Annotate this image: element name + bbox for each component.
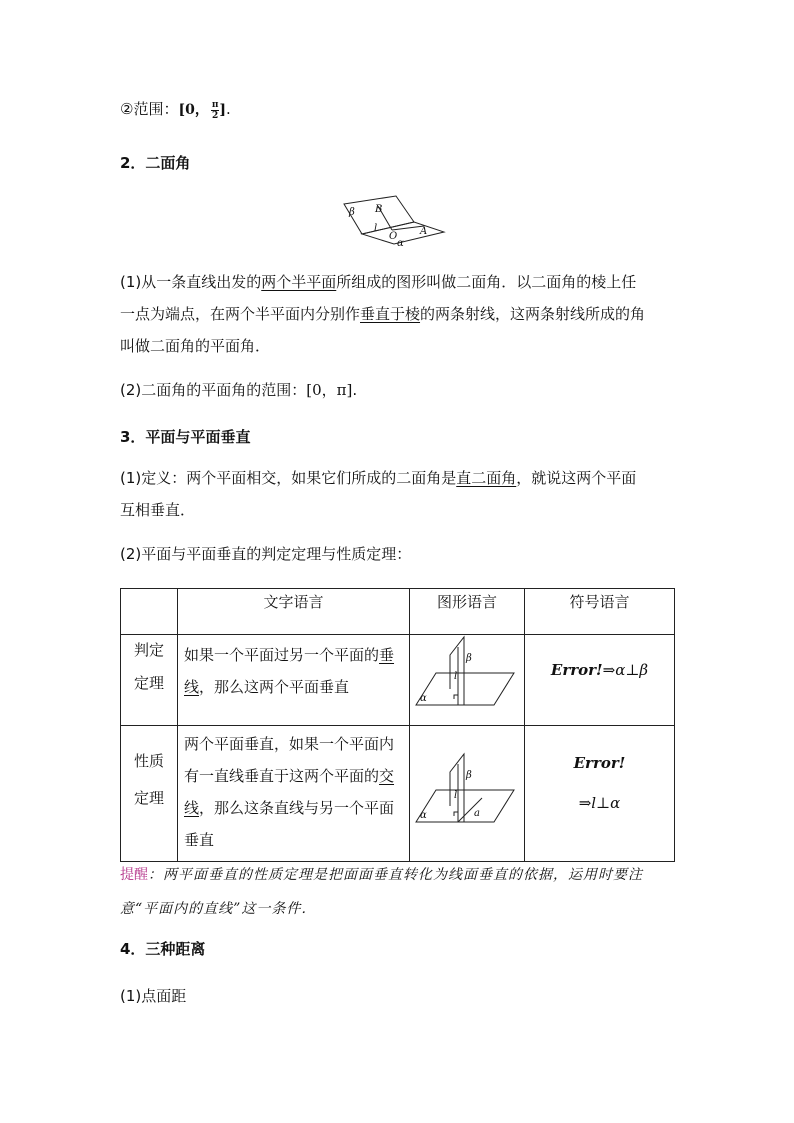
row2-figure-cell — [410, 726, 525, 862]
row1-text: 如果一个平面过另一个平面的垂线，那么这两个平面垂直 — [178, 635, 410, 726]
row1-label-bottom: 定理 — [133, 674, 164, 692]
remark-text: ：两平面垂直的性质定理是把面面垂直转化为线面垂直的依据，运用时要注意“平面内的直线”这一条件． — [120, 867, 643, 917]
fig-alpha-label: α — [397, 238, 404, 249]
perpendicular-definition-line-2: 互相垂直． — [120, 501, 196, 519]
dihedral-angle-figure — [340, 194, 452, 250]
underlined-two-half-planes: 两个半平面 — [261, 273, 337, 291]
range-suffix: . — [226, 100, 231, 118]
perpendicular-definition-line-1: (1)定义：两个平面相交，如果它们所成的二面角是直二面角，就说这两个平面 — [120, 469, 637, 487]
fig-B-label: B — [375, 204, 383, 215]
underlined-right-dihedral: 直二面角 — [456, 469, 517, 487]
range-value: [0，π] — [306, 381, 353, 399]
row2-text: 两个平面垂直，如果一个平面内有一直线垂直于这两个平面的交线，那么这条直线与另一个平面垂直 — [178, 726, 410, 862]
fig-beta-label: β — [349, 207, 355, 218]
dihedral-definition-line-1: (1)从一条直线出发的两个半平面所组成的图形叫做二面角．以二面角的棱上任 — [120, 273, 637, 291]
row1-symbol — [525, 635, 675, 726]
row1-figure-cell — [410, 635, 525, 726]
header-symbol-language: 符号语言 — [525, 589, 675, 635]
property-alpha-label: α — [420, 810, 427, 821]
row2-conclusion: ⇒l⊥α — [578, 794, 621, 812]
property-a-label: a — [474, 808, 480, 819]
underlined-perpendicular-to-edge: 垂直于棱 — [360, 305, 421, 323]
table-row-property — [121, 726, 675, 862]
dihedral-definition-line-3: 叫做二面角的平面角． — [120, 337, 271, 355]
fraction-denominator: 2 — [211, 110, 219, 121]
table-row-criterion — [121, 635, 675, 726]
criterion-l-label: l — [454, 671, 458, 682]
section-2-heading: 2．二面角 — [120, 154, 191, 172]
row1-error-text: Error! — [550, 661, 603, 679]
criterion-beta-label: β — [466, 653, 472, 664]
property-figure — [410, 736, 524, 840]
property-beta-label: β — [466, 770, 472, 781]
row2-error-text: Error! — [573, 754, 626, 772]
row1-label-top: 判定 — [133, 641, 164, 659]
header-figure-language: 图形语言 — [410, 589, 525, 635]
remark-tag: 提醒 — [120, 867, 148, 883]
row1-label — [121, 635, 178, 726]
fig-A-label: A — [420, 226, 428, 237]
header-empty — [121, 589, 178, 635]
section-4-heading: 4．三种距离 — [120, 940, 206, 958]
row2-symbol — [525, 726, 675, 862]
criterion-alpha-label: α — [420, 693, 427, 704]
plane-angle-range: (2)二面角的平面角的范围：[0，π]. — [120, 381, 358, 399]
theorem-table — [120, 588, 675, 862]
fig-l-label: l — [374, 223, 378, 234]
row2-label-bottom: 定理 — [133, 789, 164, 807]
range-line — [120, 98, 231, 121]
remark-note — [120, 858, 676, 926]
underlined-perpendicular-line: 垂线 — [184, 646, 395, 696]
header-text-language: 文字语言 — [178, 589, 410, 635]
row2-label — [121, 726, 178, 862]
fraction-numerator: π — [211, 99, 219, 110]
row1-conclusion: ⇒α⊥β — [602, 661, 649, 679]
row2-label-top: 性质 — [133, 752, 164, 770]
range-prefix: ②范围： — [120, 100, 179, 118]
fig-O-label: O — [389, 231, 398, 242]
pi-over-two-fraction — [211, 100, 220, 121]
dihedral-definition-line-2: 一点为端点，在两个半平面内分别作垂直于棱的两条射线，这两条射线所成的角 — [120, 305, 646, 323]
underlined-intersection-line: 交线 — [184, 767, 395, 817]
table-header-row — [121, 589, 675, 635]
interval-start: 0， — [185, 102, 209, 118]
criterion-figure — [410, 635, 524, 715]
section-3-heading: 3．平面与平面垂直 — [120, 428, 251, 446]
interval-bracket: [0， $\frac{\pi}{2}$ ] — [178, 99, 227, 121]
property-l-label: l — [454, 790, 458, 801]
theorem-intro: (2)平面与平面垂直的判定定理与性质定理： — [120, 545, 412, 563]
point-plane-distance: (1)点面距 — [120, 987, 187, 1005]
